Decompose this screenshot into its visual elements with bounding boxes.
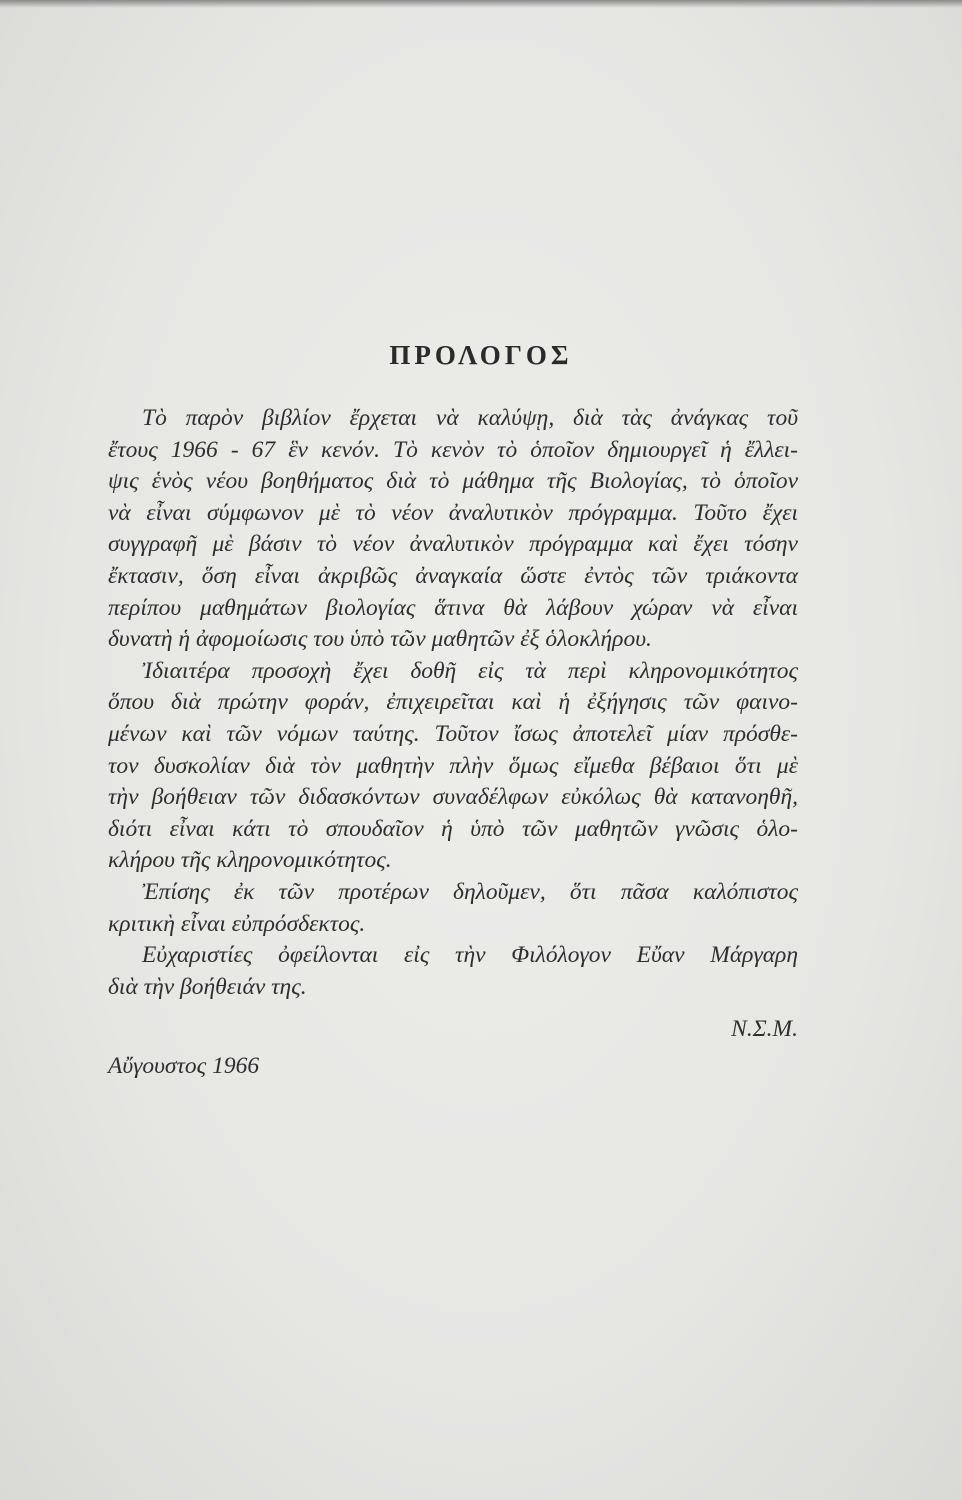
text-line: τὴν βοήθειαν τῶν διδασκόντων συναδέλφων εὐκόλως θὰ κατανοηθῆ,: [108, 784, 798, 811]
text-line: δυνατὴ ἡ ἀφομοίωσις του ὑπὸ τῶν μαθητῶν ἐξ ὁλοκλήρου.: [108, 626, 652, 653]
date-line: Αὔγουστος 1966: [108, 1053, 260, 1080]
text-line: περίπου μαθημάτων βιολογίας ἅτινα θὰ λάβουν χώραν νὰ εἶναι: [108, 594, 798, 621]
text-line: τον δυσκολίαν διὰ τὸν μαθητὴν πλὴν ὅμως εἴμεθα βέβαιοι ὅτι μὲ: [108, 752, 798, 779]
page-title: ΠΡΟΛΟΓΟΣ: [389, 340, 573, 370]
text-line: ἔτους 1966 - 67 ἓν κενόν. Τὸ κενὸν τὸ ὁποῖον δημιουργεῖ ἡ ἔλλει-: [108, 436, 798, 463]
text-line: διὰ τὴν βοήθειάν της.: [108, 973, 307, 1000]
text-line: Τὸ παρὸν βιβλίον ἔρχεται νὰ καλύψῃ, διὰ τὰς ἀνάγκας τοῦ: [142, 405, 798, 431]
text-line: ψις ἑνὸς νέου βοηθήματος διὰ τὸ μάθημα τῆς Βιολογίας, τὸ ὁποῖον: [108, 468, 798, 495]
text-line: ἔκτασιν, ὅση εἶναι ἀκριβῶς ἀναγκαία ὥστε ἐντὸς τῶν τριάκοντα: [108, 562, 798, 589]
paragraph-1: [108, 403, 798, 656]
text-line: Εὐχαριστίες ὀφείλονται εἰς τὴν Φιλόλογον Εὔαν Μάργαρη: [142, 942, 798, 969]
paragraph-4: [108, 940, 798, 1003]
text-line: κλήρου τῆς κληρονομικότητος.: [108, 847, 392, 874]
text-line: ὅπου διὰ πρώτην φοράν, ἐπιχειρεῖται καὶ ἡ ἐξήγησις τῶν φαινο-: [108, 689, 798, 716]
text-line: Ἰδιαιτέρα προσοχὴ ἔχει δοθῆ εἰς τὰ περὶ κληρονομικότητος: [142, 657, 798, 684]
text-line: κριτικὴ εἶναι εὐπρόσδεκτος.: [108, 910, 366, 937]
text-line: διότι εἶναι κάτι τὸ σπουδαῖον ἡ ὑπὸ τῶν μαθητῶν γνῶσις ὁλο-: [108, 815, 798, 842]
text-line: Ἐπίσης ἐκ τῶν προτέρων δηλοῦμεν, ὅτι πᾶσα καλόπιστος: [142, 878, 798, 905]
paragraph-3: [108, 877, 798, 940]
author-initials: Ν.Σ.Μ.: [731, 1016, 798, 1043]
text-line: συγγραφῆ μὲ βάσιν τὸ νέον ἀναλυτικὸν πρόγραμμα καὶ ἔχει τόσην: [108, 531, 798, 558]
text-line: μένων καὶ τῶν νόμων ταύτης. Τοῦτον ἴσως ἀποτελεῖ μίαν πρόσθε-: [108, 720, 798, 747]
preface-body: [108, 403, 798, 1089]
text-line: νὰ εἶναι σύμφωνον μὲ τὸ νέον ἀναλυτικὸν πρόγραμμα. Τοῦτο ἔχει: [108, 499, 798, 526]
paragraph-2: [108, 656, 798, 877]
page-edge-shadow: [0, 0, 962, 8]
